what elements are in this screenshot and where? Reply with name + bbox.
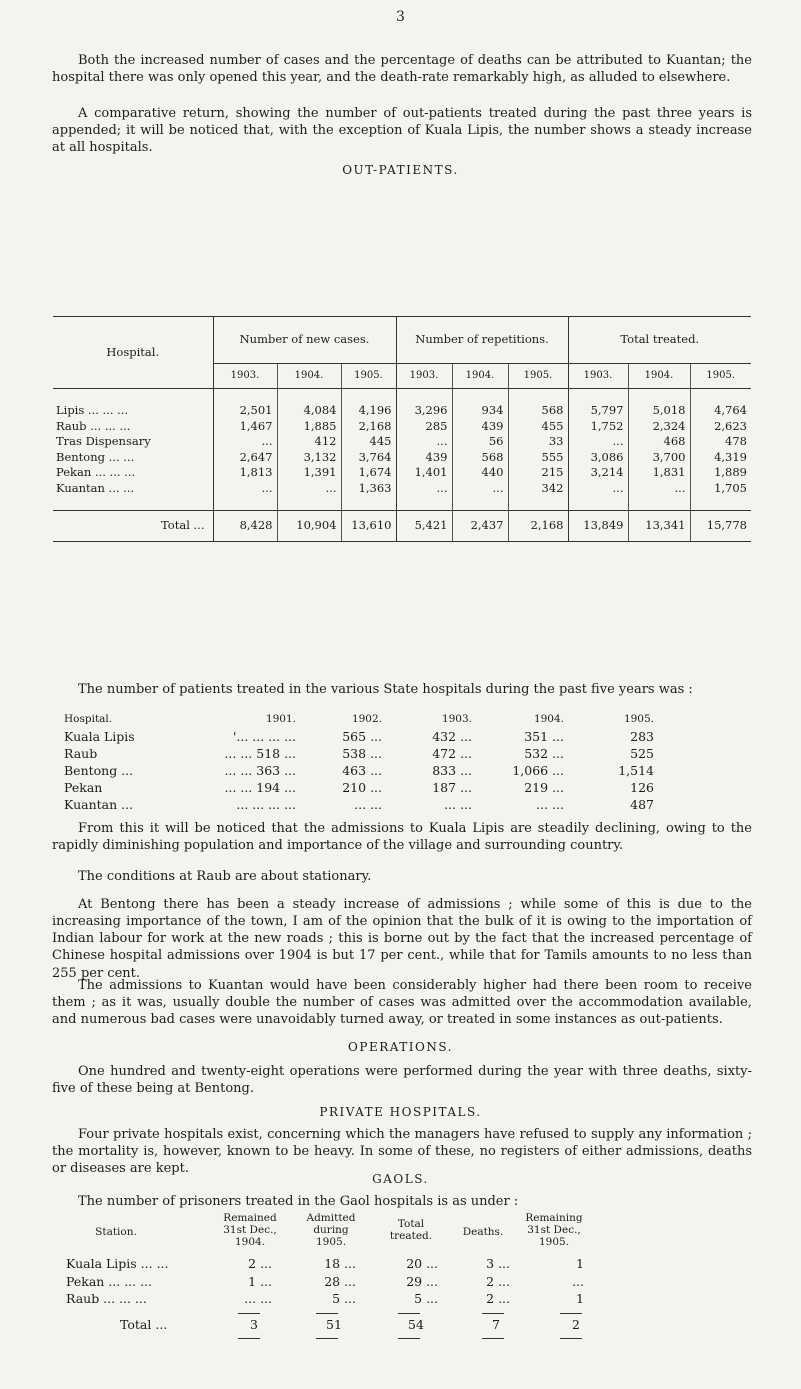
value-cell: 412 <box>277 434 341 450</box>
value-cell: 10,904 <box>277 511 341 542</box>
paragraph-kuantan-cases: Both the increased number of cases and the percentage of deaths can be attributed to Kuantan; the hospital there was only opened this year, and the death-rate remarkably high, as alluded to elsewhere. <box>52 53 752 86</box>
year-header: 1902. <box>351 713 382 725</box>
gaol-hospitals-table <box>60 1212 760 1342</box>
year-header: 1904. <box>628 364 690 389</box>
value-cell: 4,764 <box>690 403 751 419</box>
table-row <box>60 729 740 746</box>
value-cell: 1,705 <box>690 481 751 497</box>
value-cell: 1,889 <box>690 465 751 481</box>
total-value-cell: 3 <box>250 1316 258 1332</box>
total-value-cell: 54 <box>408 1316 424 1332</box>
value-cell: 1 <box>576 1256 584 1271</box>
value-cell: 3,214 <box>568 465 628 481</box>
col-total-treated-header: Total treated. <box>389 1218 433 1243</box>
value-cell: ... ... <box>444 797 472 812</box>
table-row <box>53 419 751 435</box>
value-cell: 439 <box>452 419 508 435</box>
col-station-header: Station. <box>95 1226 137 1238</box>
divider <box>316 1338 338 1339</box>
value-cell: 3,086 <box>568 450 628 466</box>
value-cell: 555 <box>508 450 568 466</box>
value-cell: ... ... 518 ... <box>224 746 296 761</box>
value-cell: ... <box>568 481 628 497</box>
value-cell: 1,514 <box>618 763 654 778</box>
paragraph-raub: The conditions at Raub are about stationary. <box>78 869 372 884</box>
value-cell: 439 <box>396 450 452 466</box>
paragraph-gaols: The number of prisoners treated in the Gaol hospitals is as under : <box>78 1194 519 1209</box>
value-cell: 4,196 <box>341 403 396 419</box>
year-header: 1903. <box>396 364 452 389</box>
value-cell: 1 <box>576 1291 584 1306</box>
value-cell: ... ... ... ... <box>236 797 296 812</box>
table-row <box>60 1256 760 1274</box>
station-name-cell: Raub ... ... ... <box>66 1291 147 1306</box>
year-header: 1905. <box>341 364 396 389</box>
value-cell: 4,084 <box>277 403 341 419</box>
value-cell: 2 ... <box>486 1273 510 1289</box>
divider <box>482 1313 504 1314</box>
value-cell: 210 ... <box>342 780 382 795</box>
heading-out-patients: OUT-PATIENTS. <box>342 163 459 177</box>
value-cell: 15,778 <box>690 511 751 542</box>
total-row <box>53 511 751 542</box>
hospital-name-cell: Lipis ... ... ... <box>56 403 129 418</box>
value-cell: 565 ... <box>342 729 382 744</box>
table-row <box>60 780 740 797</box>
station-name-cell: Kuala Lipis ... ... <box>66 1256 169 1271</box>
page-number: 3 <box>396 9 405 25</box>
hospital-name-cell: Raub ... ... ... <box>56 418 131 433</box>
value-cell: 3 ... <box>486 1256 510 1271</box>
total-value-cell: 51 <box>326 1316 342 1332</box>
divider <box>560 1338 582 1339</box>
value-cell: 13,849 <box>568 511 628 542</box>
hospital-name-cell: Pekan <box>64 780 103 795</box>
value-cell: ... <box>628 481 690 497</box>
value-cell: 2,324 <box>628 419 690 435</box>
value-cell: 215 <box>508 465 568 481</box>
value-cell: 1,885 <box>277 419 341 435</box>
five-year-admissions-table <box>60 713 740 814</box>
value-cell: 3,132 <box>277 450 341 466</box>
value-cell: 283 <box>630 729 654 744</box>
value-cell: 3,700 <box>628 450 690 466</box>
divider <box>238 1338 260 1339</box>
value-cell: 532 ... <box>524 746 564 761</box>
value-cell: 478 <box>690 434 751 450</box>
value-cell: ... <box>568 434 628 450</box>
heading-private-hospitals: PRIVATE HOSPITALS. <box>319 1105 482 1119</box>
value-cell: 13,341 <box>628 511 690 542</box>
value-cell: 5 ... <box>332 1291 356 1306</box>
col-remained-header: Remained 31st Dec., 1904. <box>223 1212 277 1249</box>
value-cell: 1,363 <box>341 481 396 497</box>
table-row <box>53 403 751 419</box>
value-cell: 5,018 <box>628 403 690 419</box>
value-cell: 351 ... <box>524 729 564 744</box>
divider <box>560 1313 582 1314</box>
value-cell: 468 <box>628 434 690 450</box>
paragraph-kuala-lipis: From this it will be noticed that the admissions to Kuala Lipis are steadily declining, owing to the rapidly diminishing population and importance of the village and surrounding country. <box>52 821 752 854</box>
value-cell: 126 <box>630 780 654 795</box>
value-cell: 1,391 <box>277 465 341 481</box>
value-cell: 934 <box>452 403 508 419</box>
value-cell: 1,066 ... <box>512 763 564 778</box>
divider <box>398 1338 420 1339</box>
table-header-row <box>60 713 740 729</box>
value-cell: 1,813 <box>213 465 277 481</box>
year-header: 1904. <box>533 713 564 725</box>
hospital-name-cell: Raub <box>64 746 98 761</box>
paragraph-comparative-return: A comparative return, showing the number of out-patients treated during the past three years is appended; it will be noticed that, with the exception of Kuala Lipis, the number shows a steady increase at all hospitals. <box>52 106 752 156</box>
value-cell: 2 ... <box>486 1291 510 1306</box>
group-new-cases-header: Number of new cases. <box>213 317 396 364</box>
total-value-cell: 2 <box>572 1316 580 1332</box>
value-cell: ... <box>213 434 277 450</box>
value-cell: 472 ... <box>432 746 472 761</box>
year-header: 1905. <box>623 713 654 725</box>
hospital-name-cell: Total ... <box>53 511 213 542</box>
value-cell: 33 <box>508 434 568 450</box>
year-header: 1904. <box>277 364 341 389</box>
value-cell: 2 ... <box>248 1256 272 1271</box>
value-cell: 5 ... <box>414 1291 438 1306</box>
value-cell: 440 <box>452 465 508 481</box>
value-cell: ... <box>396 481 452 497</box>
value-cell: 445 <box>341 434 396 450</box>
table-header-row <box>60 1212 760 1256</box>
value-cell: 455 <box>508 419 568 435</box>
value-cell: ... ... 363 ... <box>224 763 296 778</box>
divider <box>316 1313 338 1314</box>
value-cell: ... <box>396 434 452 450</box>
value-cell: 1,752 <box>568 419 628 435</box>
value-cell: 219 ... <box>524 780 564 795</box>
value-cell: ... <box>277 481 341 497</box>
group-repetitions-header: Number of repetitions. <box>396 317 568 364</box>
value-cell: 2,168 <box>508 511 568 542</box>
value-cell: ... <box>572 1273 584 1289</box>
value-cell: 2,168 <box>341 419 396 435</box>
value-cell: 568 <box>452 450 508 466</box>
table-row <box>53 450 751 466</box>
total-label: Total ... <box>120 1316 168 1332</box>
out-patients-table-body <box>53 389 751 542</box>
divider <box>238 1313 260 1314</box>
divider-row <box>60 1309 760 1317</box>
paragraph-private-hospitals: Four private hospitals exist, concerning which the managers have refused to supply any information ; the mortality is, however, known to be heavy. In some of these, no registers of either admissions, deaths or diseases are kept. <box>52 1127 752 1177</box>
col-hospital-header: Hospital. <box>64 713 113 725</box>
value-cell: ... ... <box>536 797 564 812</box>
hospital-name-cell: Bentong ... <box>64 763 134 778</box>
total-value-cell: 7 <box>492 1316 500 1332</box>
hospital-name-cell: Tras Dispensary <box>56 434 151 449</box>
value-cell: ... <box>452 481 508 497</box>
table-row <box>60 1291 760 1309</box>
value-cell: 487 <box>630 797 654 812</box>
value-cell: 20 ... <box>406 1256 438 1271</box>
table-row <box>60 763 740 780</box>
hospital-name-cell: Kuala Lipis <box>64 729 135 744</box>
year-header: 1903. <box>441 713 472 725</box>
value-cell: ... ... <box>354 797 382 812</box>
year-header: 1905. <box>508 364 568 389</box>
value-cell: 29 ... <box>406 1273 438 1289</box>
value-cell: 56 <box>452 434 508 450</box>
table-row <box>53 481 751 497</box>
heading-gaols: GAOLS. <box>372 1172 429 1186</box>
value-cell: ... ... 194 ... <box>224 780 296 795</box>
station-name-cell: Pekan ... ... ... <box>66 1273 153 1289</box>
value-cell: 2,647 <box>213 450 277 466</box>
value-cell: 1,467 <box>213 419 277 435</box>
year-header: 1905. <box>690 364 751 389</box>
total-row <box>60 1317 760 1335</box>
value-cell: 4,319 <box>690 450 751 466</box>
hospital-name-cell: Kuantan ... <box>64 797 134 812</box>
value-cell: 187 ... <box>432 780 472 795</box>
paragraph-operations: One hundred and twenty-eight operations were performed during the year with three deaths, sixty-five of these being at Bentong. <box>52 1064 752 1097</box>
value-cell: 463 ... <box>342 763 382 778</box>
year-header: 1903. <box>213 364 277 389</box>
table-row <box>53 465 751 481</box>
value-cell: ... ... <box>244 1291 272 1306</box>
value-cell: 3,764 <box>341 450 396 466</box>
divider <box>482 1338 504 1339</box>
value-cell: 432 ... <box>432 729 472 744</box>
value-cell: 833 ... <box>432 763 472 778</box>
col-deaths-header: Deaths. <box>462 1226 504 1238</box>
hospital-name-cell: Bentong ... ... <box>56 449 135 464</box>
year-header: 1901. <box>265 713 296 725</box>
value-cell: 2,501 <box>213 403 277 419</box>
value-cell: 2,623 <box>690 419 751 435</box>
table-row <box>60 797 740 814</box>
value-cell: 1,831 <box>628 465 690 481</box>
hospital-name-cell: Kuantan ... ... <box>56 480 135 495</box>
value-cell: '... ... ... ... <box>232 729 296 744</box>
value-cell: 13,610 <box>341 511 396 542</box>
value-cell: 18 ... <box>324 1256 356 1271</box>
value-cell: 538 ... <box>342 746 382 761</box>
paragraph-bentong: At Bentong there has been a steady increase of admissions ; while some of this is due to the increasing importance of the town, I am of the opinion that the bulk of it is owing to the importation of Indian labour for work at the new roads ; this is borne out by the fact that the increased percentage of Chinese hospital admissions over 1904 is but 17 per cent., while that for Tamils amounts to no less than 255 per cent. <box>52 897 752 981</box>
table-row <box>60 746 740 763</box>
hospital-name-cell: Pekan ... ... ... <box>56 465 136 480</box>
value-cell: 8,428 <box>213 511 277 542</box>
value-cell: 342 <box>508 481 568 497</box>
divider <box>398 1313 420 1314</box>
year-header: 1904. <box>452 364 508 389</box>
col-admitted-header: Admitted during 1905. <box>306 1212 356 1249</box>
value-cell: 5,421 <box>396 511 452 542</box>
value-cell: 525 <box>630 746 654 761</box>
col-hospital-header: Hospital. <box>53 317 213 389</box>
value-cell: 28 ... <box>324 1273 356 1289</box>
value-cell: 1,674 <box>341 465 396 481</box>
paragraph-five-years: The number of patients treated in the various State hospitals during the past five years was : <box>78 682 693 697</box>
value-cell: 1 ... <box>248 1273 272 1289</box>
paragraph-kuantan: The admissions to Kuantan would have been considerably higher had there been room to receive them ; as it was, usually double the number of cases was admitted over the accommodation available, and numerous bad cases were unavoidably turned away, or treated in some instances as out-patients. <box>52 978 752 1028</box>
value-cell: 2,437 <box>452 511 508 542</box>
value-cell: 568 <box>508 403 568 419</box>
group-total-treated-header: Total treated. <box>568 317 751 364</box>
table-row <box>53 434 751 450</box>
out-patients-table <box>53 316 751 542</box>
col-remaining-header: Remaining 31st Dec., 1905. <box>525 1212 583 1249</box>
value-cell: 285 <box>396 419 452 435</box>
value-cell: 5,797 <box>568 403 628 419</box>
value-cell: 3,296 <box>396 403 452 419</box>
year-header: 1903. <box>568 364 628 389</box>
divider-row <box>60 1334 760 1342</box>
heading-operations: OPERATIONS. <box>348 1040 453 1054</box>
value-cell: ... <box>213 481 277 497</box>
value-cell: 1,401 <box>396 465 452 481</box>
table-row <box>60 1274 760 1292</box>
